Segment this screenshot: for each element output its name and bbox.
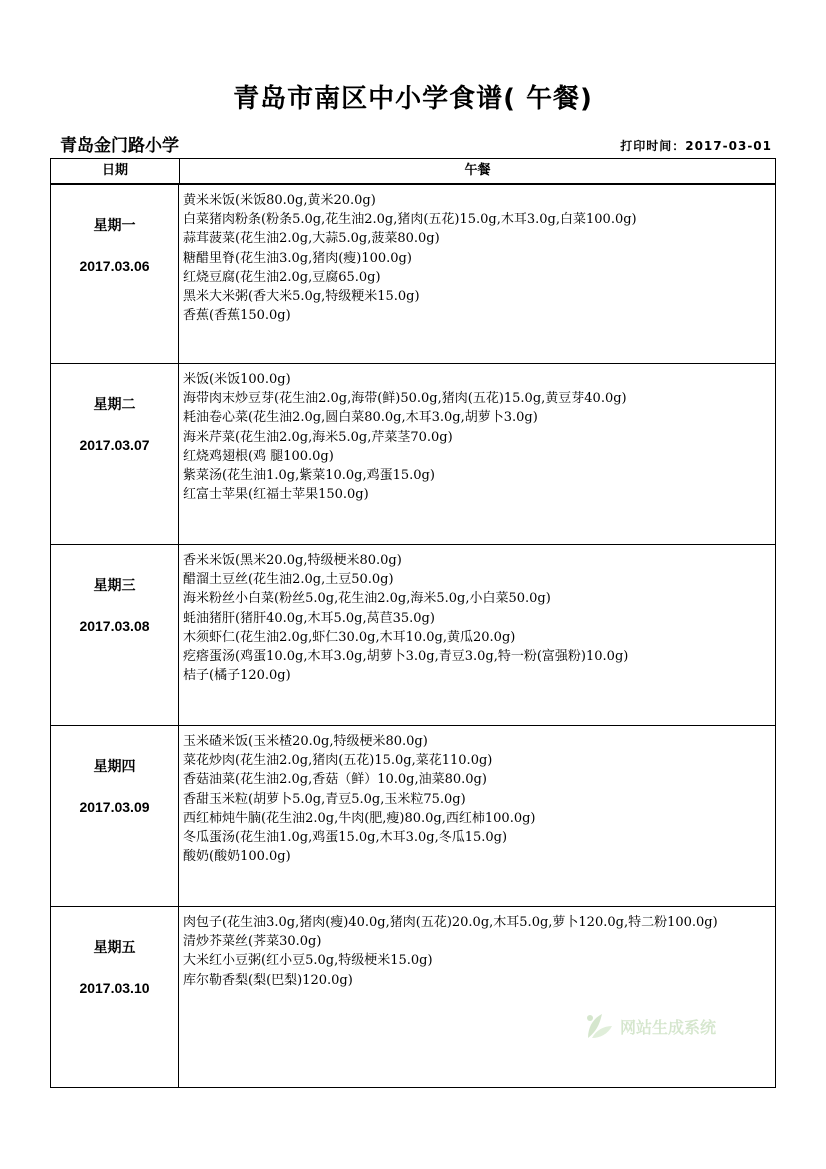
dish-item: 海米粉丝小白菜(粉丝5.0g,花生油2.0g,海米5.0g,小白菜50.0g) [183, 591, 551, 607]
date-label: 2017.03.10 [79, 980, 150, 996]
dish-list [179, 545, 775, 725]
dish-list [179, 185, 775, 363]
date-column-header: 日期 [51, 159, 180, 183]
dish-item: 香米米饭(黑米20.0g,特级梗米80.0g) [183, 553, 402, 568]
day-block [50, 544, 776, 726]
date-label: 2017.03.06 [79, 258, 150, 274]
dish-item: 醋溜土豆丝(花生油2.0g,土豆50.0g) [183, 572, 394, 588]
date-label: 2017.03.08 [79, 618, 150, 634]
dish-item: 海带肉末炒豆芽(花生油2.0g,海带(鲜)50.0g,猪肉(五花)15.0g,黄豆芽40.0g) [183, 391, 627, 407]
dish-item: 香菇油菜(花生油2.0g,香菇（鲜）10.0g,油菜80.0g) [183, 772, 487, 788]
day-cell [51, 726, 179, 906]
weekday-label: 星期一 [93, 218, 136, 234]
dish-list [179, 907, 775, 1087]
page-title: 青岛市南区中小学食谱( 午餐) [233, 84, 593, 114]
dish-item: 黑米大米粥(香大米5.0g,特级粳米15.0g) [183, 289, 420, 305]
dish-item: 库尔勒香梨(梨(巴梨)120.0g) [183, 972, 353, 988]
date-label: 2017.03.09 [79, 799, 150, 815]
day-cell [51, 545, 179, 725]
dish-item: 酸奶(酸奶100.0g) [183, 849, 291, 865]
school-name: 青岛金门路小学 [60, 136, 179, 156]
dish-item: 菜花炒肉(花生油2.0g,猪肉(五花)15.0g,菜花110.0g) [183, 753, 493, 769]
weekday-label: 星期三 [93, 578, 136, 594]
day-cell [51, 185, 179, 363]
table-header [50, 158, 776, 184]
day-block [50, 725, 776, 907]
dish-item: 白菜猪肉粉条(粉条5.0g,花生油2.0g,猪肉(五花)15.0g,木耳3.0g,白菜100.0g) [183, 212, 637, 228]
dish-list [179, 726, 775, 906]
dish-item: 大米红小豆粥(红小豆5.0g,特级梗米15.0g) [183, 953, 433, 969]
dish-item: 桔子(橘子120.0g) [183, 668, 291, 684]
meal-column-header: 午餐 [464, 163, 491, 178]
leaf-logo-icon [580, 1008, 616, 1044]
dish-item: 疙瘩蛋汤(鸡蛋10.0g,木耳3.0g,胡萝卜3.0g,青豆3.0g,特一粉(富强粉)10.0g) [183, 649, 629, 665]
date-label: 2017.03.07 [79, 437, 150, 453]
dish-item: 香蕉(香蕉150.0g) [183, 308, 291, 324]
dish-item: 清炒芥菜丝(荠菜30.0g) [183, 934, 322, 950]
dish-item: 玉米碴米饭(玉米楂20.0g,特级梗米80.0g) [183, 734, 428, 749]
dish-item: 西红柿炖牛腩(花生油2.0g,牛肉(肥,瘦)80.0g,西红柿100.0g) [183, 810, 536, 826]
dish-item: 糖醋里脊(花生油3.0g,猪肉(瘦)100.0g) [183, 250, 412, 266]
weekday-label: 星期五 [93, 940, 136, 956]
dish-item: 木须虾仁(花生油2.0g,虾仁30.0g,木耳10.0g,黄瓜20.0g) [183, 629, 516, 645]
print-time: 打印时间：2017-03-01 [620, 139, 772, 153]
dish-item: 海米芹菜(花生油2.0g,海米5.0g,芹菜茎70.0g) [183, 429, 453, 445]
dish-item: 香甜玉米粒(胡萝卜5.0g,青豆5.0g,玉米粒75.0g) [183, 791, 466, 807]
dish-list [179, 364, 775, 544]
dish-item: 蒜茸菠菜(花生油2.0g,大蒜5.0g,菠菜80.0g) [183, 231, 440, 247]
day-cell [51, 364, 179, 544]
dish-item: 黄米米饭(米饭80.0g,黄米20.0g) [183, 193, 376, 208]
dish-item: 冬瓜蛋汤(花生油1.0g,鸡蛋15.0g,木耳3.0g,冬瓜15.0g) [183, 830, 508, 846]
dish-item: 紫菜汤(花生油1.0g,紫菜10.0g,鸡蛋15.0g) [183, 468, 435, 484]
day-cell [51, 907, 179, 1087]
dish-item: 红富士苹果(红福士苹果150.0g) [183, 487, 369, 503]
dish-item: 红烧鸡翅根(鸡 腿100.0g) [183, 448, 334, 464]
day-block [50, 184, 776, 364]
weekday-label: 星期二 [93, 397, 136, 413]
dish-item: 肉包子(花生油3.0g,猪肉(瘦)40.0g,猪肉(五花)20.0g,木耳5.0g,萝卜120.0g,特二粉100.0g) [183, 915, 718, 930]
day-block [50, 363, 776, 545]
dish-item: 蚝油猪肝(猪肝40.0g,木耳5.0g,莴苣35.0g) [183, 610, 435, 626]
dish-item: 米饭(米饭100.0g) [183, 372, 291, 387]
dish-item: 耗油卷心菜(花生油2.0g,圆白菜80.0g,木耳3.0g,胡萝卜3.0g) [183, 410, 538, 426]
watermark [580, 1008, 716, 1044]
watermark-text: 网站生成系统 [620, 1017, 717, 1037]
day-block [50, 906, 776, 1088]
weekday-label: 星期四 [93, 759, 136, 775]
dish-item: 红烧豆腐(花生油2.0g,豆腐65.0g) [183, 269, 381, 285]
